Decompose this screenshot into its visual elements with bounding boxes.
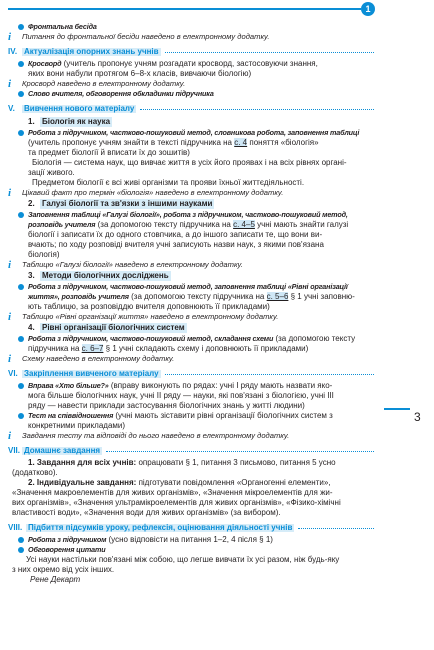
info-note: i Кросворд наведено в електронному додатку.	[8, 78, 186, 90]
list-item: Заповнення таблиці «Галузі біології», робота з підручником, частково-пошуковий метод, розповідь учителя (за допомогою тексту підручника на с. 4–5 учні мають знайти галузі біології і записати їх до одного стовпчика, а до іншого записати те, що вони ви- вчають; по ходу розповіді вчителя учні записують назви наук, з якими пов'язана біологія)	[8, 210, 374, 260]
info-note: i Цікавий факт про термін «біологія» наведено в електронному додатку.	[8, 187, 284, 199]
page-number: 3	[414, 410, 421, 424]
subsection-heading: 1. Біологія як наука	[28, 117, 111, 126]
paragraph: Біологія — система наук, що вивчає життя в усіх його проявах і на всіх рівнях органі- зації живого. Предметом біології є всі живі організми та прояви їхньої життєдіяльності.	[28, 158, 347, 187]
section-heading: IV. Актуалізація опорних знань учнів	[8, 45, 374, 59]
info-icon: i	[8, 259, 12, 271]
list-item: Робота з підручником (усно відповісти на питання 1–2, 4 після § 1)	[8, 535, 374, 545]
list-item: Слово вчителя, обговорення обкладинки підручника	[8, 89, 374, 99]
info-icon: i	[8, 31, 12, 43]
info-note: i Завдання тесту та відповіді до нього наведено в електронному додатку.	[8, 430, 290, 442]
info-icon: i	[8, 78, 12, 90]
list-item: Кросворд (учитель пропонує учням розгадати кросворд, застосовуючи знання, яких вони набули протягом 6–8-х класів, вивчаючи біологію)	[8, 59, 374, 79]
info-note: i Схему наведено в електронному додатку.	[8, 353, 175, 365]
quote: Усі науки настільки пов'язані між собою, що легше вивчати їх усі разом, ніж будь-яку з них окремо від усіх інших.	[12, 555, 340, 574]
section-heading: VII. Домашнє завдання	[8, 444, 374, 458]
info-icon: i	[8, 430, 12, 442]
list-item: Обговорення цитати	[8, 545, 374, 555]
section-heading: V. Вивчення нового матеріалу	[8, 102, 374, 116]
list-item: Робота з підручником, частково-пошуковий метод, складання схеми (за допомогою тексту підручника на с. 6–7 § 1 учні складають схему і доповнюють її прикладами)	[8, 334, 374, 354]
list-item: Фронтальна бесіда	[8, 22, 374, 32]
homework-item-cont: (додатково).	[12, 468, 58, 477]
info-icon: i	[8, 187, 12, 199]
homework-item: 2. Індивідуальне завдання: підготувати повідомлення «Органогенні елементи»,	[28, 478, 331, 487]
info-note: i Питання до фронтальної бесіди наведено в електронному додатку.	[8, 31, 270, 43]
lesson-content	[8, 22, 374, 585]
list-item: Робота з підручником, частково-пошуковий метод, заповнення таблиці «Рівні організації життя», розповідь учителя (за допомогою тексту підручника на с. 5–6 § 1 учні заповню- ють таблицю, за розповіддю вчителя доповнюють її прикладами)	[8, 282, 374, 312]
section-heading: VI. Закріплення вивченого матеріалу	[8, 367, 374, 381]
section-heading: VIII. Підбиття підсумків уроку, рефлексія, оцінювання діяльності учнів	[8, 521, 374, 535]
top-rule	[8, 8, 361, 10]
info-note: i Таблицю «Рівні організації життя» наведено в електронному додатку.	[8, 311, 279, 323]
subsection-heading: 4. Рівні організації біологічних систем	[28, 323, 185, 332]
info-icon: i	[8, 311, 12, 323]
subsection-heading: 3. Методи біологічних досліджень	[28, 271, 169, 280]
page-number-rule	[384, 408, 410, 410]
list-item: Робота з підручником, частково-пошуковий метод, словникова робота, заповнення таблиці (учитель пропонує учням знайти в тексті підручника на с. 4 поняття «біологія» та предмет біології й вписати їх до зошитів)	[8, 128, 374, 158]
list-item: Тест на співвідношення (учні мають зіставити рівні організації біологічних систем з конкретними прикладами)	[8, 411, 374, 431]
homework-item-cont: «Значення макроелементів для живих організмів», «Значення мікроелементів для жи- вих організмів», «Значення ультрамікроелементів для живих організмів», «Фізико-хімічні властивості води», «Значення води для живих організмів» (за вибором).	[12, 488, 341, 517]
homework-item: 1. Завдання для всіх учнів: опрацювати § 1, питання 3 письмово, питання 5 усно	[28, 458, 336, 467]
quote-author: Рене Декарт	[30, 575, 81, 584]
subsection-heading: 2. Галузі біології та зв'язки з іншими науками	[28, 199, 213, 208]
info-icon: i	[8, 353, 12, 365]
list-item: Вправа «Хто більше?» (вправу виконують по рядах: учні I ряду мають назвати яко- мога більше біологічних наук, учні II ряду — науки, які пов'язані з біологією, учні III ряду — навести приклади застосування біологічних знань у житті людини)	[8, 381, 374, 411]
chapter-badge: 1	[361, 2, 375, 16]
info-note: i Таблицю «Галузі біології» наведено в електронному додатку.	[8, 259, 243, 271]
